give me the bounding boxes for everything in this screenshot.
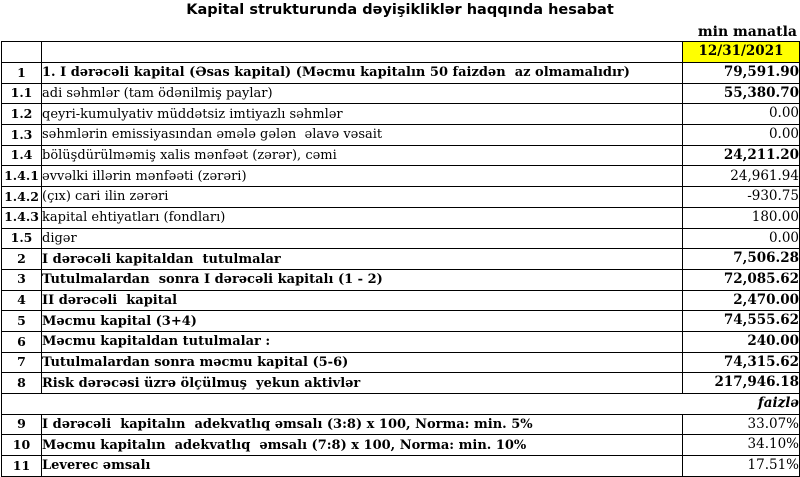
row-number: 3 xyxy=(2,269,42,290)
table-row xyxy=(2,249,800,270)
row-number: 1.5 xyxy=(2,228,42,249)
table-row xyxy=(2,373,800,394)
row-number: 11 xyxy=(2,456,42,477)
row-label: Tutulmalardan sonra I dərəcəli kapitalı (1 - 2) xyxy=(42,269,683,290)
row-value: -930.75 xyxy=(683,187,800,208)
table-row xyxy=(2,228,800,249)
row-value: 240.00 xyxy=(683,331,800,352)
row-label: Leverec əmsalı xyxy=(42,456,683,477)
row-value: 0.00 xyxy=(683,125,800,146)
row-value: 7,506.28 xyxy=(683,249,800,270)
row-number: 1.4.1 xyxy=(2,166,42,187)
row-label: (çıx) cari ilin zərəri xyxy=(42,187,683,208)
row-value: 24,961.94 xyxy=(683,166,800,187)
header-spacer xyxy=(42,42,683,63)
date-header-cell: 12/31/2021 xyxy=(683,42,800,63)
row-number: 2 xyxy=(2,249,42,270)
row-value: 34.10% xyxy=(683,435,800,456)
table-row xyxy=(2,166,800,187)
row-number: 1 xyxy=(2,63,42,84)
row-label: adi səhmlər (tam ödənilmiş paylar) xyxy=(42,83,683,104)
row-number: 1.4.2 xyxy=(2,187,42,208)
row-number: 6 xyxy=(2,331,42,352)
row-label: II dərəcəli kapital xyxy=(42,290,683,311)
table-row xyxy=(2,207,800,228)
table-row xyxy=(2,290,800,311)
row-value: 17.51% xyxy=(683,456,800,477)
row-value: 74,315.62 xyxy=(683,352,800,373)
row-number: 1.2 xyxy=(2,104,42,125)
table-row xyxy=(2,311,800,332)
row-number: 7 xyxy=(2,352,42,373)
row-label: digər xyxy=(42,228,683,249)
report-table xyxy=(1,41,800,477)
page-title: Kapital strukturunda dəyişikliklər haqqında hesabat xyxy=(186,2,614,18)
row-label: Məcmu kapitalın adekvatlıq əmsalı (7:8) x 100, Norma: min. 10% xyxy=(42,435,683,456)
row-value: 55,380.70 xyxy=(683,83,800,104)
row-label: əvvəlki illərin mənfəəti (zərəri) xyxy=(42,166,683,187)
row-number: 1.4 xyxy=(2,145,42,166)
table-row xyxy=(2,125,800,146)
table-row xyxy=(2,145,800,166)
row-value: 79,591.90 xyxy=(683,63,800,84)
row-number: 1.3 xyxy=(2,125,42,146)
row-value: 74,555.62 xyxy=(683,311,800,332)
row-value: 0.00 xyxy=(683,228,800,249)
row-number: 1.1 xyxy=(2,83,42,104)
row-label: I dərəcəli kapitalın adekvatlıq əmsalı (3:8) x 100, Norma: min. 5% xyxy=(42,414,683,435)
row-value: 33.07% xyxy=(683,414,800,435)
table-row xyxy=(2,104,800,125)
table-row xyxy=(2,83,800,104)
row-number: 10 xyxy=(2,435,42,456)
header-spacer xyxy=(2,42,42,63)
date-header-row xyxy=(2,42,800,63)
row-label: Məcmu kapital (3+4) xyxy=(42,311,683,332)
row-value: 72,085.62 xyxy=(683,269,800,290)
row-value: 24,211.20 xyxy=(683,145,800,166)
table-row xyxy=(2,352,800,373)
row-label: səhmlərin emissiyasından əmələ gələn əlavə vəsait xyxy=(42,125,683,146)
row-label: kapital ehtiyatları (fondları) xyxy=(42,207,683,228)
row-number: 8 xyxy=(2,373,42,394)
row-label: Tutulmalardan sonra məcmu kapital (5-6) xyxy=(42,352,683,373)
table-row xyxy=(2,269,800,290)
percent-note-row xyxy=(2,394,800,415)
table-row xyxy=(2,414,800,435)
row-value: 217,946.18 xyxy=(683,373,800,394)
table-row xyxy=(2,435,800,456)
row-label: I dərəcəli kapitaldan tutulmalar xyxy=(42,249,683,270)
row-number: 4 xyxy=(2,290,42,311)
row-label: bölüşdürülməmiş xalis mənfəət (zərər), cəmi xyxy=(42,145,683,166)
row-number: 9 xyxy=(2,414,42,435)
row-value: 2,470.00 xyxy=(683,290,800,311)
row-label: Məcmu kapitaldan tutulmalar : xyxy=(42,331,683,352)
row-label: qeyri-kumulyativ müddətsiz imtiyazlı səhmlər xyxy=(42,104,683,125)
row-number: 1.4.3 xyxy=(2,207,42,228)
unit-note: min manatla xyxy=(697,24,797,40)
table-row xyxy=(2,187,800,208)
percent-note: faizlə xyxy=(2,394,800,415)
row-value: 180.00 xyxy=(683,207,800,228)
row-number: 5 xyxy=(2,311,42,332)
row-label: Risk dərəcəsi üzrə ölçülmuş yekun aktivlər xyxy=(42,373,683,394)
row-value: 0.00 xyxy=(683,104,800,125)
table-row xyxy=(2,63,800,84)
table-row xyxy=(2,456,800,477)
row-label: 1. I dərəcəli kapital (Əsas kapital) (Məcmu kapitalın 50 faizdən az olmamalıdır) xyxy=(42,63,683,84)
table-row xyxy=(2,331,800,352)
